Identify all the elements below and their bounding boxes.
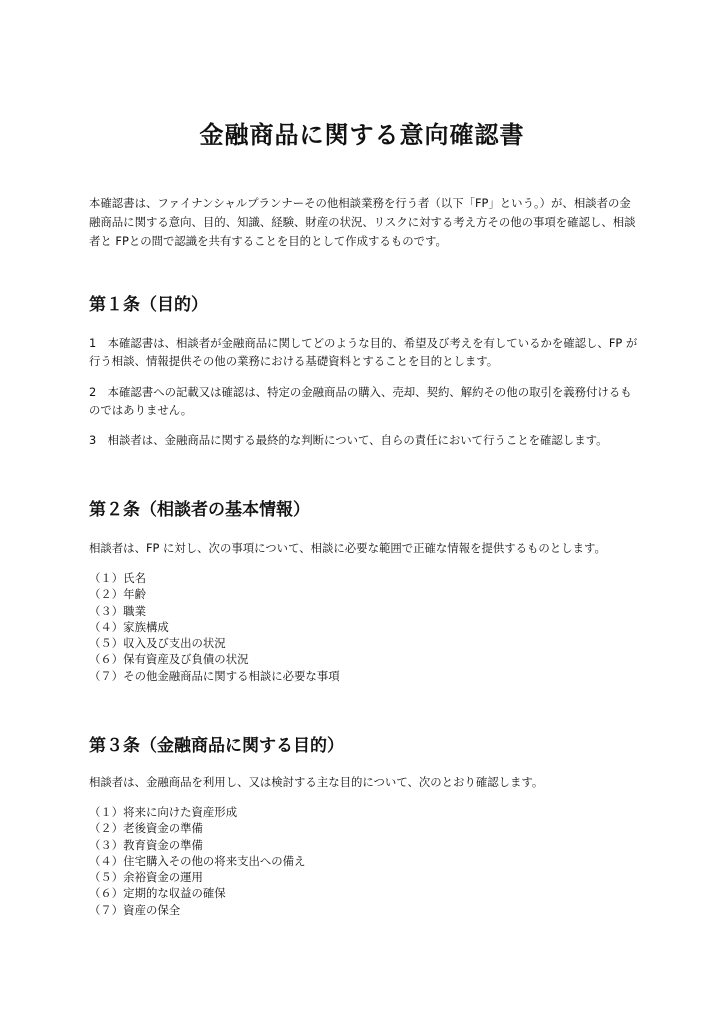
- article-2-lead: [89, 539, 641, 557]
- article-1-paragraph-3: [89, 431, 641, 449]
- article-1-paragraph-2-text: 2 本確認書への記載又は確認は、特定の金融商品の購入、売却、契約、解約その他の取引を義務付けるものではありません。: [89, 385, 632, 417]
- list-item: （４）住宅購入その他の将来支出への備え: [89, 853, 306, 868]
- article-2-lead-text: 相談者は、FP に対し、次の事項について、相談に必要な範囲で正確な情報を提供するものとします。: [89, 541, 606, 555]
- article-3-heading: 第３条（金融商品に関する目的）: [89, 736, 344, 756]
- article-1-paragraph-3-text: 3 相談者は、金融商品に関する最終的な判断について、自らの責任において行うことを確認します。: [89, 433, 608, 447]
- list-item: （７）資産の保全: [89, 902, 181, 917]
- list-item: （５）収入及び支出の状況: [89, 636, 226, 651]
- list-item: （６）保有資産及び負債の状況: [89, 652, 249, 667]
- list-item: （２）老後資金の準備: [89, 821, 203, 836]
- list-item: （３）教育資金の準備: [89, 837, 203, 852]
- article-1-paragraph-1: [89, 334, 641, 370]
- list-item: （２）年齢: [89, 587, 146, 602]
- list-item: （１）氏名: [89, 571, 146, 585]
- article-1-heading: 第１条（目的）: [89, 295, 208, 315]
- article-2-heading: 第２条（相談者の基本情報）: [89, 500, 310, 520]
- article-3-item-list: [89, 804, 305, 918]
- intro-text: 本確認書は、ファイナンシャルプランナーその他相談業務を行う者（以下「FP」という。）が、相談者の金融商品に関する意向、目的、知識、経験、財産の状況、リスクに対する考え方その他の事項を確認し、相談者と FPとの間で認識を共有することを目的として作成するものです。: [89, 196, 636, 248]
- article-2-item-list: [89, 570, 340, 684]
- list-item: （３）職業: [89, 603, 146, 618]
- article-3-lead: [89, 773, 641, 791]
- list-item: （１）将来に向けた資産形成: [89, 805, 238, 819]
- intro-paragraph: [89, 194, 637, 251]
- article-1-paragraph-1-text: 1 本確認書は、相談者が金融商品に関してどのような目的、希望及び考えを有しているかを確認し、FP が行う相談、情報提供その他の業務における基礎資料とすることを目的とします。: [89, 336, 638, 368]
- list-item: （４）家族構成: [89, 619, 169, 634]
- article-3-lead-text: 相談者は、金融商品を利用し、又は検討する主な目的について、次のとおり確認します。: [89, 775, 544, 789]
- list-item: （７）その他金融商品に関する相談に必要な事項: [89, 668, 340, 683]
- list-item: （６）定期的な収益の確保: [89, 886, 226, 901]
- article-1-paragraph-2: [89, 383, 641, 419]
- list-item: （５）余裕資金の運用: [89, 870, 203, 885]
- document-title: 金融商品に関する意向確認書: [199, 121, 525, 149]
